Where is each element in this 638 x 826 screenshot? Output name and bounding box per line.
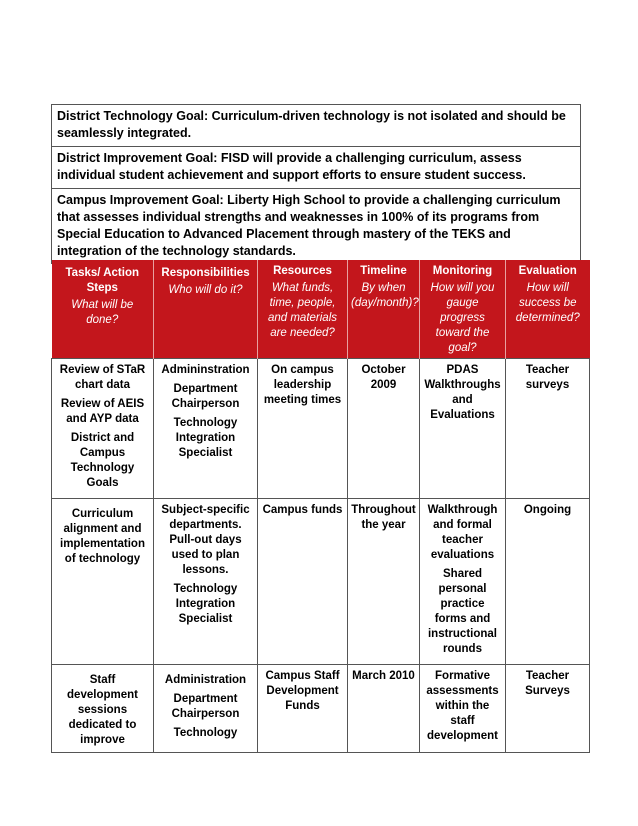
evaluation-cell: Ongoing — [506, 499, 590, 665]
header-subtitle: What will be done? — [71, 299, 134, 326]
header-evaluation — [506, 260, 590, 359]
header-tasks — [52, 260, 154, 359]
monitoring-cell — [420, 359, 506, 499]
responsibility-item: Admininstration — [161, 364, 250, 376]
table-row — [52, 359, 590, 499]
task-item: District and Campus Technology Goals — [70, 432, 135, 489]
monitoring-item: Walkthrough and formal teacher evaluations — [427, 504, 498, 561]
task-item: Review of AEIS and AYP data — [60, 398, 145, 425]
responsibilities-cell — [154, 359, 258, 499]
table-row — [52, 665, 590, 753]
evaluation-cell: Teacher Surveys — [506, 665, 590, 753]
header-title: Resources — [273, 265, 332, 277]
monitoring-cell — [420, 499, 506, 665]
evaluation-cell: Teacher surveys — [506, 359, 590, 499]
monitoring-item: Formative assessments within the staff development — [426, 670, 499, 742]
header-title: Responsibilities — [161, 267, 250, 279]
monitoring-cell — [420, 665, 506, 753]
responsibility-item: Department Chairperson — [171, 693, 240, 720]
tasks-cell — [52, 499, 154, 665]
header-title: Monitoring — [432, 265, 493, 277]
header-monitoring — [420, 260, 506, 359]
action-plan-table — [51, 260, 590, 753]
task-item: Review of STaR chart data — [59, 364, 146, 391]
header-timeline — [348, 260, 420, 359]
header-subtitle: What funds, time, people, and materials are needed? — [267, 282, 338, 339]
header-title: Tasks/ Action Steps — [65, 267, 139, 294]
responsibility-item: Technology Integration Specialist — [173, 583, 238, 625]
tasks-cell — [52, 665, 154, 753]
resources-cell: Campus funds — [258, 499, 348, 665]
district-technology-goal: District Technology Goal: Curriculum-driven technology is not isolated and should be seamlessly integrated. — [51, 104, 581, 146]
responsibility-item: Technology Integration Specialist — [173, 417, 238, 459]
timeline-cell: March 2010 — [348, 665, 420, 753]
task-item: Curriculum alignment and implementation of technology — [60, 508, 145, 565]
responsibility-item: Department Chairperson — [171, 383, 240, 410]
timeline-cell: Throughout the year — [348, 499, 420, 665]
responsibility-item: Technology — [173, 727, 238, 739]
table-header-row — [52, 260, 590, 359]
header-subtitle: How will success be determined? — [515, 282, 580, 324]
responsibilities-cell — [154, 499, 258, 665]
task-item: Staff development sessions dedicated to improve — [67, 674, 138, 746]
resources-cell: On campus leadership meeting times — [258, 359, 348, 499]
header-subtitle: How will you gauge progress toward the goal? — [430, 282, 495, 354]
header-responsibilities — [154, 260, 258, 359]
campus-improvement-goal: Campus Improvement Goal: Liberty High School to provide a challenging curriculum that assesses individual strengths and weaknesses in 100% of its programs from Special Education to Advanced Placement through mastery of the TEKS and integration of the technology standards. — [51, 188, 581, 264]
header-subtitle: Who will do it? — [168, 284, 243, 296]
monitoring-item: PDAS Walkthroughs and Evaluations — [424, 364, 501, 421]
responsibility-item: Administration — [164, 674, 247, 686]
header-subtitle: By when (day/month)? — [351, 282, 419, 309]
table-row — [52, 499, 590, 665]
responsibilities-cell — [154, 665, 258, 753]
timeline-cell: October 2009 — [348, 359, 420, 499]
district-improvement-goal: District Improvement Goal: FISD will provide a challenging curriculum, assess individual student achievement and support efforts to ensure student success. — [51, 146, 581, 188]
monitoring-item: Shared personal practice forms and instructional rounds — [427, 568, 497, 655]
header-title: Timeline — [360, 265, 407, 277]
goals-box — [51, 104, 581, 264]
header-resources — [258, 260, 348, 359]
resources-cell: Campus Staff Development Funds — [258, 665, 348, 753]
header-title: Evaluation — [518, 265, 577, 277]
responsibility-item: Subject-specific departments. Pull-out days used to plan lessons. — [161, 504, 250, 576]
tasks-cell — [52, 359, 154, 499]
